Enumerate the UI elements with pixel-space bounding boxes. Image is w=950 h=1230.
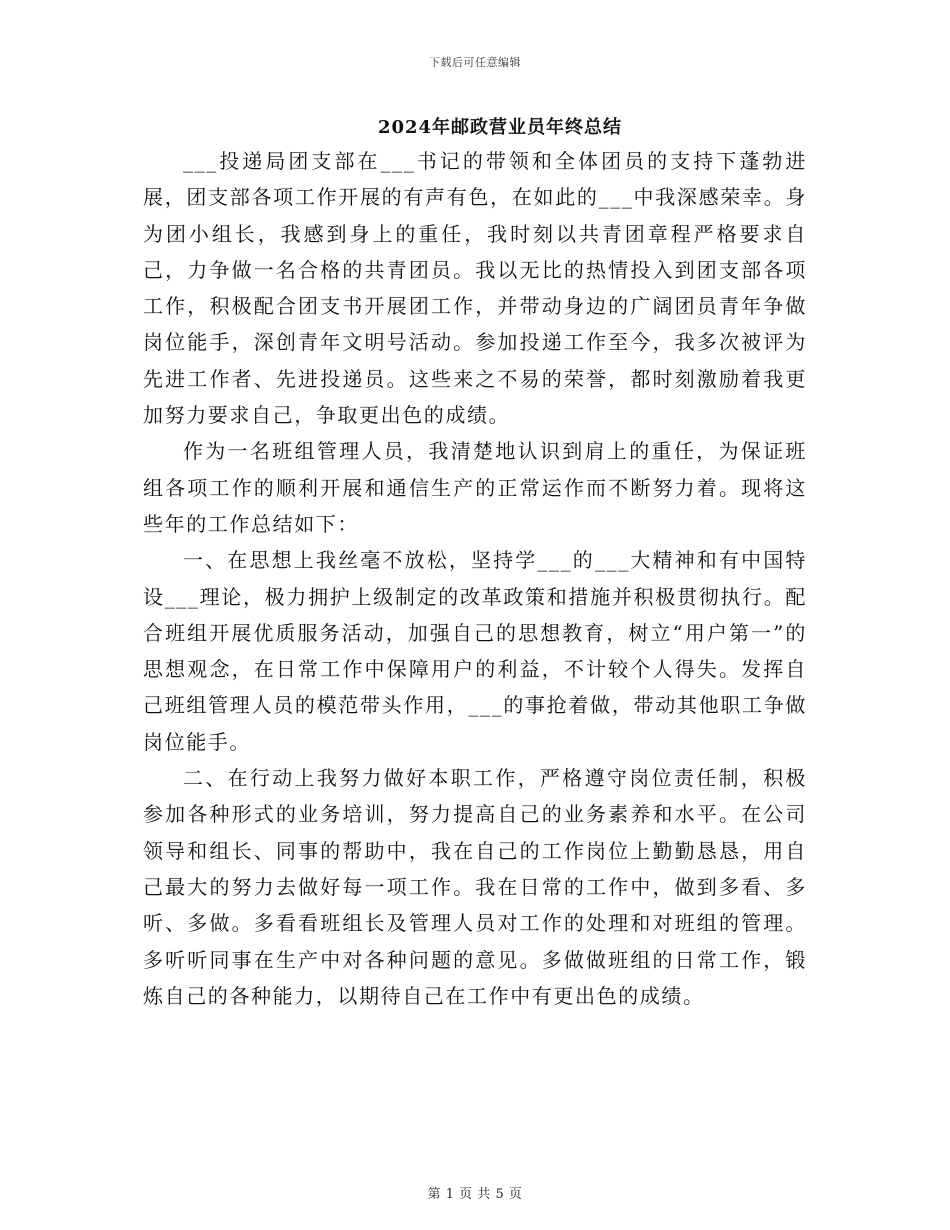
paragraph: 二、在行动上我努力做好本职工作，严格遵守岗位责任制，积极参加各种形式的业务培训，努力提高自己的业务素养和水平。在公司领导和组长、同事的帮助中，我在自己的工作岗位上勤勤恳恳，用自己最大的努力去做好每一项工作。我在日常的工作中，做到多看、多听、多做。多看看班组长及管理人员对工作的处理和对班组的管理。多听听同事在生产中对各种问题的意见。多做做班组的日常工作，锻炼自己的各种能力，以期待自己在工作中有更出色的成绩。: [143, 766, 807, 1008]
paragraph: 作为一名班组管理人员，我清楚地认识到肩上的重任，为保证班组各项工作的顺利开展和通信生产的正常运作而不断努力着。现将这些年的工作总结如下：: [143, 439, 807, 536]
paragraph: 一、在思想上我丝毫不放松，坚持学___的___大精神和有中国特设___理论，极力拥护上级制定的改革政策和措施并积极贯彻执行。配合班组开展优质服务活动，加强自己的思想教育，树立“用户第一”的思想观念，在日常工作中保障用户的利益，不计较个人得失。发挥自己班组管理人员的模范带头作用，___的事抢着做，带动其他职工争做岗位能手。: [143, 548, 807, 754]
header-note: 下载后可任意编辑: [429, 56, 521, 69]
page-number: 第 1 页 共 5 页: [427, 1187, 523, 1202]
document-title: 2024年邮政营业员年终总结: [377, 117, 623, 138]
document-body: [143, 143, 807, 1014]
paragraph: ___投递局团支部在___书记的带领和全体团员的支持下蓬勃进展，团支部各项工作开展的有声有色，在如此的___中我深感荣幸。身为团小组长，我感到身上的重任，我时刻以共青团章程严格要求自己，力争做一名合格的共青团员。我以无比的热情投入到团支部各项工作，积极配合团支书开展团工作，并带动身边的广阔团员青年争做岗位能手，深创青年文明号活动。参加投递工作至今，我多次被评为先进工作者、先进投递员。这些来之不易的荣誉，都时刻激励着我更加努力要求自己，争取更出色的成绩。: [143, 149, 807, 428]
